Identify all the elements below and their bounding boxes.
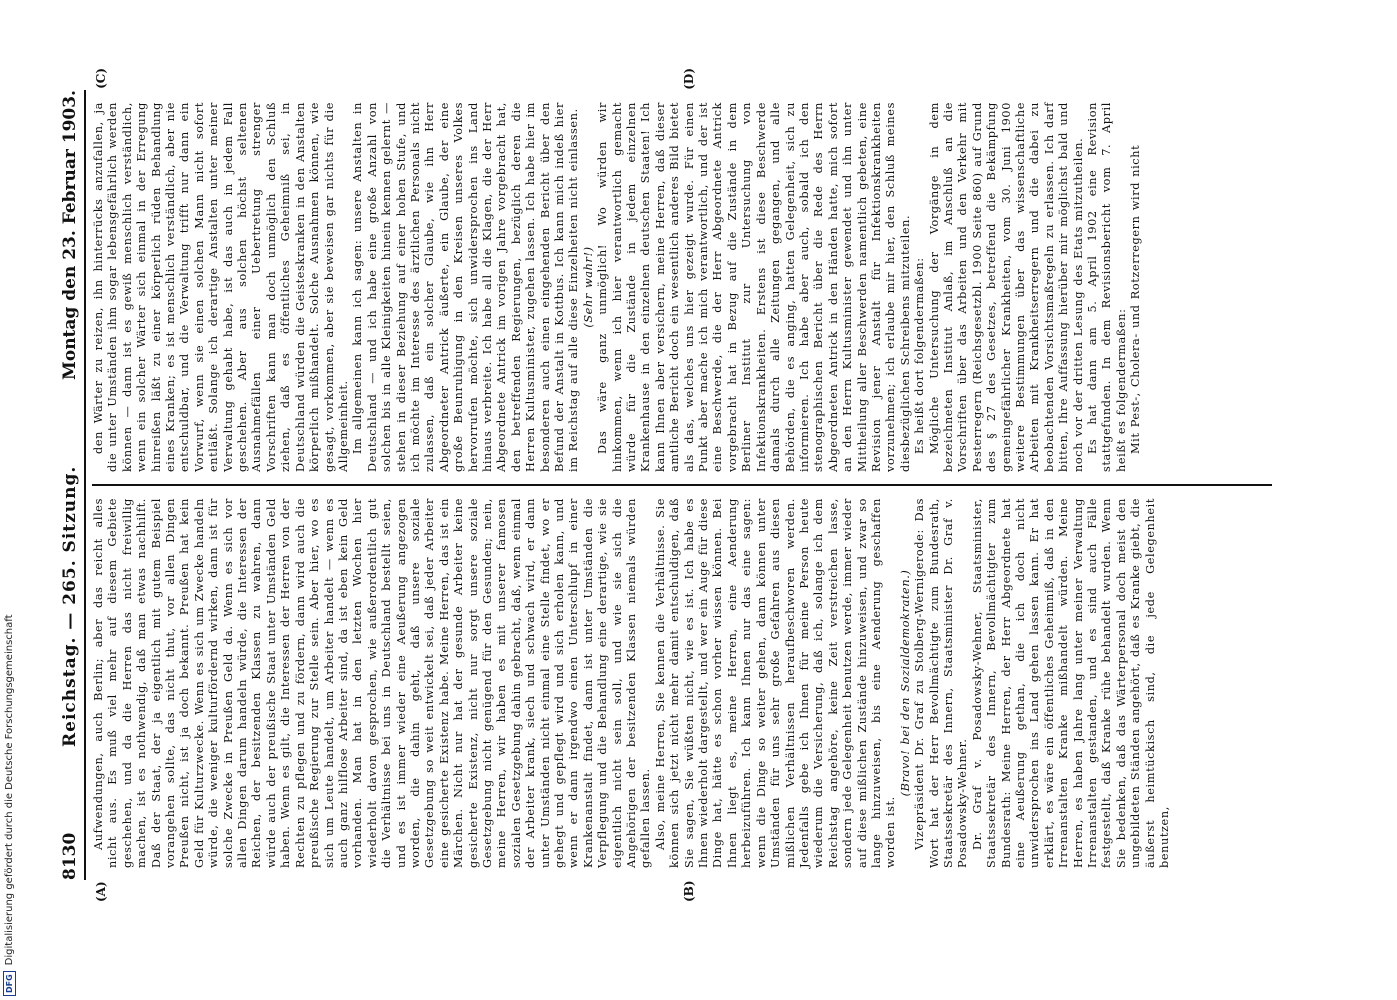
left-column bbox=[92, 486, 1272, 880]
right-paragraph-4: Es heißt dort folgendermaßen: bbox=[913, 257, 927, 454]
left-applause: (Bravo! bei den Sozialdemokraten.) bbox=[898, 569, 912, 797]
left-paragraph-4: Dr. Graf v. Posadowsky-Wehner, Staatsminister, Staatssekretär des Innern, Bevollmächtigter zum Bundesrath: Meine Herren, der Herr Abgeordnete hat eine Aeußerung gethan, die ich doch nicht unwidersprochen ins Land gehen lassen kann. Er hat erklärt, es wäre ein öffentliches Geheimniß, daß in den Irrenanstalten Kranke mißhandelt würden. Meine Herren, es haben Jahre lang unter meiner Verwaltung Irrenanstalten gestanden, und es sind auch Fälle festgestellt, daß Kranke rühe behandelt wurden. Wenn Sie bedenken, daß das Wärterpersonal doch meist den ungebildeten Ständen angehört, daß es Kranke giebt, die äußerst heimtückisch sind, die jede Gelegenheit benutzen, bbox=[970, 498, 1172, 868]
text-columns bbox=[92, 68, 1272, 902]
page-number: 8130 bbox=[60, 832, 80, 880]
left-paragraph-2: Also, meine Herren, Sie kennen die Verhältnisse. Sie können sich jetzt nicht mehr damit entschuldigen, daß Sie sagen, Sie wüßten nicht, wie es ist. Ich habe es Ihnen wiederholt dargestellt, und wer ein Auge für diese Dinge hat, hätte es schon vorher wissen können. Bei Ihnen liegt es, meine Herren, eine Aenderung herbeizuführen. Ich kann Ihnen nur das eine sagen: wenn die Dinge so weiter gehen, dann können unter Umständen für uns sehr große Gefahren aus diesen mißlichen Verhältnissen heraufbeschworen werden. Jedenfalls gebe ich Ihnen für meine Person heute wiederum die Versicherung, daß ich, solange ich dem Reichstag angehöre, keine Zeit verstreichen lasse, sondern jede Gelegenheit benutzen werde, immer wieder auf diese mißlichen Zustände hinzuweisen, und zwar so lange hinzuweisen, bis eine Aenderung geschaffen worden ist. bbox=[653, 498, 898, 868]
right-paragraph-5: Mögliche Untersuchung der Vorgänge in dem bezeichneten Institut Anlaß, im Anschluß an die Vorschriften über das Arbeiten und den Verkehr mit Pesterregern (Reichsgesetzbl. 1900 Seite 860) auf Grund des § 27 des Gesetzes, betreffend die Bekämpfung gemeingefährlicher Krankheiten, vom 30. Juni 1900 weitere Bestimmungen über das wissenschaftliche Arbeiten mit Krankheitserregern und die dabei zu beobachtenden Vorsichtsmaßregeln zu erlassen. Ich darf bitten, Ihre Auffassung hierüber mir möglichst bald und noch vor der dritten Lesung des Etats mitzutheilen. bbox=[927, 102, 1085, 472]
header-date: Montag den 23. Februar 1903. bbox=[60, 90, 80, 380]
margin-marker-b: (B) bbox=[682, 880, 696, 902]
margin-marker-a: (A) bbox=[94, 881, 108, 902]
digitization-footer bbox=[2, 6, 16, 996]
footer-text: Digitalisierung gefördert durch die Deutsche Forschungsgemeinschaft bbox=[3, 614, 15, 966]
right-paragraph-2: Im allgemeinen kann ich sagen: unsere Anstalten in Deutschland — und ich habe eine große Anzahl von solchen bis in alle Kleinigkeiten hinein kennen gelernt — stehen in dieser Beziehung auf einer hohen Stufe, und ich möchte im Interesse des ärztlichen Personals nicht zulassen, daß ein solcher Glaube, wie ihn Herr Abgeordneter Antrick äußerte, ein Glaube, der eine große Beunruhigung in den Kreisen unseres Volkes hervorrufen möchte, sich unwidersprochen ins Land hinaus verbreite. Ich habe all die Klagen, die der Herr Abgeordnete Antrick im vorigen Jahre vorgebracht hat, den betreffenden Regierungen, bezüglich deren die Herren Kultusminister, zugehen lassen. Ich habe hier im besonderen auch einen eingehenden Bericht über den Befund der Anstalt in Kottbus. Ich kann mich indeß hier im Reichstag auf alle diese Einzelheiten nicht einlassen. bbox=[351, 102, 581, 472]
right-column bbox=[92, 90, 1272, 484]
margin-marker-d: (D) bbox=[682, 68, 696, 90]
dfg-logo-icon: DFG bbox=[3, 971, 16, 996]
right-paragraph-1: den Wärter zu reizen, ihn hinterrücks anzufallen, ja die unter Umständen ihm sogar lebensgefährlich werden können — dann ist es gewiß menschlich verständlich, wenn ein solcher Wärter sich einmal in der Erregung hinreißen läßt zu einer körperlich rüden Behandlung eines Kranken; es ist menschlich verständlich, aber nie entschuldbar, und die Verwaltung trifft nur dann ein Vorwurf, wenn sie einen solchen Mann nicht sofort entläßt. Solange ich derartige Anstalten unter meiner Verwaltung gehabt habe, ist das auch in jedem Fall geschehen. Aber aus solchen höchst seltenen Ausnahmefällen einer Uebertretung strenger Vorschriften kann man doch unmöglich den Schluß ziehen, daß es öffentliches Geheimniß sei, in Deutschland würden die Geisteskranken in den Anstalten körperlich mißhandelt. Solche Ausnahmen können, wie gesagt, vorkommen, aber sie beweisen gar nichts für die Allgemeinheit. bbox=[92, 102, 350, 472]
header-title: Reichstag. — 265. Sitzung. bbox=[60, 465, 80, 747]
margin-marker-c: (C) bbox=[94, 68, 108, 89]
right-paragraph-6: Es hat dann am 5. April 1902 eine Revision stattgefunden. In dem Revisionsbericht vom 7. April heißt es folgendermaßen: bbox=[1086, 102, 1128, 472]
right-applause: (Sehr wahr!) bbox=[581, 246, 595, 328]
right-paragraph-7: Mit Pest-, Cholera- und Rotzerregern wird nicht bbox=[1129, 144, 1143, 454]
left-paragraph-1: Aufwendungen, auch Berlin; aber das reicht alles nicht aus. Es muß viel mehr auf diesem Gebiete geschehen, und da die Herren das nicht freiwillig machen, ist es nothwendig, daß man etwas nachhilft. Daß der Staat, der ja eigentlich mit gutem Beispiel vorangehen sollte, das nicht thut, vor allen Dingen Preußen nicht, ist ja doch bekannt. Preußen hat kein Geld für Kulturzwecke. Wenn es sich um Zwecke handeln würde, die weniger kulturfördernd wirken, dann ist für solche Zwecke in Preußen Geld da. Wenn es sich vor allen Dingen darum handeln würde, die Interessen der Reichen, der besitzenden Klassen zu wahren, dann würde auch der preußische Staat unter Umständen Geld haben. Wenn es gilt, die Interessen der Herren von der Rechten zu pflegen und zu fördern, dann wird auch die preußische Regierung zur Stelle sein. Aber hier, wo es sich um Leute handelt, um Arbeiter handelt — wenn es auch ganz hilflose Arbeiter sind, da ist eben kein Geld vorhanden. Man hat in den letzten Wochen hier wiederholt davon gesprochen, wie außerordentlich gut die Verhältnisse bei uns in Deutschland bestellt seien, und es ist immer wieder eine Aeußerung angezogen worden, die dahin geht, daß unsere soziale Gesetzgebung so weit entwickelt sei, daß jeder Arbeiter eine gesicherte Existenz habe. Meine Herren, das ist ein Märchen. Nicht nur hat der gesunde Arbeiter keine gesicherte Existenz, nicht nur sorgt unsere soziale Gesetzgebung nicht genügend für den Gesunden; nein, meine Herren, wir haben es mit unserer famosen sozialen Gesetzgebung dahin gebracht, daß, wenn einmal der Arbeiter krank, siech und schwach wird, er dann unter Umständen nicht einmal eine Stelle findet, wo er gehegt und gepflegt wird und sich erholen kann, und wenn er dann irgendwo einen Unterschlupf in einer Krankenanstalt findet, dann ist unter Umständen die Verpflegung und die Behandlung eine derartige, wie sie eigentlich nicht sein soll, und wie sie sich die Angehörigen der besitzenden Klassen niemals würden gefallen lassen. bbox=[92, 498, 653, 868]
left-paragraph-3: Vizepräsident Dr. Graf zu Stolberg-Wernigerode: Das Wort hat der Herr Bevollmächtigte zum Bundesrath, Staatssekretär des Innern, Staatsminister Dr. Graf v. Posadowsky-Wehner. bbox=[913, 498, 970, 868]
right-paragraph-3: Das wäre ganz unmöglich! Wo würden wir hinkommen, wenn ich hier verantwortlich gemacht würde für die Zustände in jedem einzelnen Krankenhause in den einzelnen deutschen Staaten! Ich kann Ihnen aber versichern, meine Herren, daß dieser amtliche Bericht doch ein wesentlich anderes Bild bietet als das, welches uns hier gezeigt wurde. Für einen Punkt aber mache ich mich verantwortlich, und der ist eine Beschwerde, die der Herr Abgeordnete Antrick vorgebracht hat in Bezug auf die Zustände in dem Berliner Institut zur Untersuchung von Infektionskrankheiten. Erstens ist diese Beschwerde damals durch alle Zeitungen gegangen, und alle Behörden, die es anging, hatten Gelegenheit, sich zu informieren. Ich habe aber auch, sobald ich den stenographischen Bericht über die Rede des Herrn Abgeordneten Antrick in den Händen hatte, mich sofort an den Herrn Kultusminister gewendet und ihn unter Mittheilung aller Beschwerden namentlich gebeten, eine Revision jener Anstalt für Infektionskrankheiten vorzunehmen; ich erlaube mir hier, den Schluß meines diesbezüglichen Schreibens mitzuteilen. bbox=[596, 102, 912, 472]
page-header bbox=[60, 90, 86, 880]
column-divider bbox=[92, 484, 1272, 486]
